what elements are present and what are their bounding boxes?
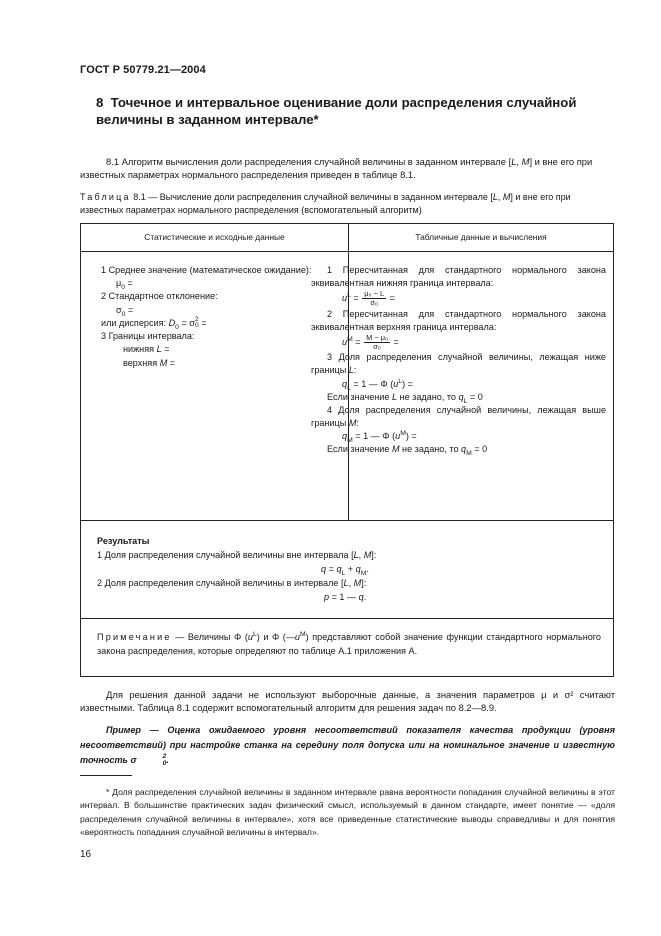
cond1-var: L (391, 391, 398, 402)
note-sup1: L (252, 630, 257, 638)
cond1-a: Если значение (327, 391, 392, 402)
intro-var-l: L (511, 156, 517, 167)
r2-l: L (343, 578, 349, 589)
right-item-2: 2 Пересчитанная для стандартного нормального закона эквивалентная верхняя граница интервала: (311, 308, 606, 332)
mu-zero-line (85, 277, 333, 290)
footnote-separator (80, 775, 132, 776)
section-number: 8 (96, 95, 104, 110)
caption-var-m: M (502, 192, 511, 202)
r1-q2: q (336, 564, 342, 575)
f3-sup: L (398, 377, 403, 385)
f3-end: ) = (402, 378, 413, 389)
page-number: 16 (80, 849, 92, 860)
dispersion-sup: 2 (194, 315, 199, 323)
caption-comma: , (497, 192, 503, 202)
lower-bound-line (85, 343, 333, 356)
lower-bound-var: L (156, 344, 162, 355)
result-2 (97, 576, 597, 590)
left-item-1: 1 Среднее значение (математическое ожидание): (101, 265, 312, 275)
note-u2: u (294, 632, 300, 642)
f3-q: q (342, 378, 348, 389)
right-item-4: 4 Доля распределения случайной величины, лежащая выше границы M: (311, 404, 606, 429)
sigma-symbol: σ (116, 304, 122, 315)
intro-text-a: 8.1 Алгоритм вычисления доли распределения случайной величины в заданном интервале [ (106, 156, 512, 167)
cond2-b: не задано, то (399, 444, 462, 455)
dispersion-sub2: 0 (194, 322, 199, 330)
right-item-3-text: 3 Доля распределения случайной величины, лежащая ниже границы (311, 352, 606, 376)
f4-q: q (342, 431, 348, 442)
example-sup: 2 (162, 752, 167, 760)
example-supsub (137, 754, 167, 768)
cond2-q: q (461, 444, 467, 455)
lower-bound-eq: = (161, 344, 170, 355)
dispersion-eq: = (198, 317, 207, 328)
example-sub: 0 (162, 759, 167, 767)
dispersion-var: D (168, 317, 176, 328)
f4-sub: M (347, 437, 353, 445)
r1-sub1: L (341, 570, 346, 577)
formula-q-upper (311, 430, 606, 443)
r2-p: p (324, 592, 330, 603)
dispersion-line (85, 317, 333, 331)
caption-var-l: L (492, 192, 498, 202)
lower-bound-text: нижняя (123, 344, 157, 355)
f2-fraction (364, 334, 390, 351)
r2-a: 2 Доля распределения случайной величины в интервале [ (97, 578, 344, 589)
f1-fraction (362, 290, 386, 307)
note-text-a: — Величины Φ ( (171, 632, 248, 642)
intro-text-b: ] и вне его при известных параметрах нормального распределения приведен в таблице 8.1. (80, 156, 593, 181)
results-divider (81, 520, 613, 521)
mu-subscript: 0 (121, 283, 126, 291)
cond1-c: = 0 (467, 391, 483, 402)
dispersion-text: или дисперсия: (101, 317, 169, 328)
f1-numerator: μ₀ − L (364, 289, 385, 299)
col-left-header: Статистические и исходные данные (144, 232, 285, 242)
example-sigma: σ (130, 755, 137, 765)
intro-comma: , (516, 156, 522, 167)
formula-q-lower (311, 378, 606, 391)
r1-b: ]: (371, 550, 377, 561)
r2-b: ]: (361, 578, 367, 589)
r1-sub2: M (360, 570, 367, 577)
cond1-sub: L (463, 397, 468, 405)
table-caption (80, 191, 615, 216)
right-item-4-var: M (348, 418, 357, 429)
results-heading: Результаты (97, 536, 150, 546)
section-title-text: Точечное и интервальное оценивание доли распределения случайной величины в заданном интервале* (96, 95, 577, 128)
r1-plus: + (345, 564, 356, 575)
note-divider (81, 618, 613, 619)
f4-sup: M (400, 430, 406, 438)
r1-l: L (353, 550, 359, 561)
dispersion-sub: 0 (175, 323, 179, 331)
cond2-a: Если значение (327, 444, 392, 455)
r1-q3: q (355, 564, 361, 575)
note-text-c: ) представляют собой значение функции стандартного нормального закона распределения, которые определяют по таблице А.1 приложения А. (97, 632, 601, 657)
upper-bound-eq: = (167, 357, 176, 368)
r1-dot: . (366, 564, 369, 575)
f1-u: u (342, 293, 348, 304)
r2-dot: . (363, 592, 367, 603)
document-header: ГОСТ Р 50779.21—2004 (80, 64, 206, 76)
paragraph-2: Для решения данной задачи не используют выборочные данные, а значения параметров μ и σ² считают известными. Таблица 8.1 содержит вспомогательный алгоритм для решения задач по 8.2—8.9. (80, 689, 615, 714)
f2-denominator: σ₀ (373, 342, 381, 352)
f2-sup: M (347, 335, 353, 343)
r2-m: M (353, 578, 362, 589)
left-item-3: 3 Границы интервала: (101, 331, 195, 342)
left-column-content (85, 264, 333, 370)
condition-upper (311, 443, 606, 456)
cond2-var: M (391, 444, 400, 455)
right-item-4-text: 4 Доля распределения случайной величины, лежащая выше границы (311, 404, 606, 429)
example-text: Пример — Оценка ожидаемого уровня несоответствий показателя качества продукции (уровня несоответствий) при настройке станка на середину поля допуска или на номинальное значение и известную точность (80, 725, 615, 765)
mu-eq: = (125, 278, 133, 289)
r2-mid: = 1 — (329, 592, 359, 603)
r1-comma: , (358, 550, 364, 561)
intro-paragraph (80, 155, 615, 182)
r1-m: M (363, 550, 372, 561)
mu-symbol: μ (116, 278, 122, 289)
result-1-formula (97, 562, 597, 576)
upper-bound-line (85, 357, 333, 370)
f2-u: u (342, 337, 348, 348)
result-2-formula (97, 590, 597, 604)
note-sup2: M (299, 630, 306, 638)
f4-u: u (395, 431, 401, 442)
table-8-1 (80, 223, 614, 677)
table-caption-text-b: ] и вне его при известных параметрах нормального распределения (вспомогательный алгоритм) (80, 192, 571, 215)
intro-var-m: M (521, 156, 530, 167)
right-item-3-var: L (348, 365, 354, 376)
table-note (97, 630, 601, 658)
table-caption-label: Таблица (80, 192, 131, 202)
upper-bound-var: M (159, 357, 168, 368)
formula-u-lower: $u^L$ = $\frac{\text{μ₀ − L}}{\text{σ₀}}$ = (342, 289, 395, 308)
f4-mid: = 1 — Φ ( (352, 431, 396, 442)
f3-mid: = 1 — Φ ( (350, 378, 394, 389)
note-text-b: ) и Φ (— (256, 632, 295, 642)
f1-denominator: σ₀ (370, 298, 378, 308)
r1-eq: = (326, 564, 337, 575)
f1-sup: L (347, 292, 351, 300)
r1-a: 1 Доля распределения случайной величины вне интервала [ (97, 550, 354, 561)
formula-u-upper: $u^M$ = $\frac{\text{M − μ₀}}{\text{σ₀}}$ = (342, 332, 399, 352)
result-1 (97, 548, 597, 562)
r1-q: q (321, 564, 327, 575)
header-divider (81, 251, 613, 252)
upper-bound-text: верхняя (123, 357, 160, 368)
right-item-1: 1 Пересчитанная для стандартного нормального закона эквивалентная нижняя граница интервала: (311, 265, 606, 289)
note-label: Примечание (97, 632, 172, 642)
cond1-b: не задано, то (397, 391, 459, 402)
note-u1: u (247, 632, 253, 642)
dispersion-mid: = σ (178, 317, 195, 328)
col-right-header: Табличные данные и вычисления (415, 232, 547, 242)
f4-end: ) = (405, 431, 417, 442)
cond1-q: q (458, 391, 464, 402)
f3-u: u (393, 378, 399, 389)
example-end: . (166, 755, 169, 765)
r2-q: q (358, 592, 364, 603)
table-caption-text-a: 8.1 — Вычисление доли распределения случайной величины в заданном интервале [ (130, 192, 493, 202)
sigma-zero-line (85, 304, 333, 317)
example-paragraph (80, 723, 615, 768)
f3-sub: L (347, 384, 351, 392)
f2-numerator: M − μ₀ (366, 332, 389, 342)
left-item-2: 2 Стандартное отклонение: (101, 291, 218, 302)
cond2-sub: M (466, 450, 472, 458)
footnote: * Доля распределения случайной величины в заданном интервале равна вероятности попадания случайной величины в этот интервал. В большинстве практических задач физический смысл, используемый в данном стандарте, имеет понятие — «доля распределения случайной величины в интервале», хотя все приведенные статистические выводы справедливы и для понятия «вероятность попадания случайной величины в интервал». (80, 787, 615, 837)
r2-comma: , (348, 578, 354, 589)
sigma-eq: = (125, 304, 134, 315)
section-title (96, 94, 616, 128)
sigma-subscript: 0 (121, 310, 126, 318)
condition-lower (311, 391, 606, 404)
right-item-3: 3 Доля распределения случайной величины, лежащая ниже границы L: (311, 352, 606, 376)
results-section (97, 534, 597, 604)
right-column-content (311, 264, 606, 457)
cond2-c: = 0 (471, 444, 488, 455)
